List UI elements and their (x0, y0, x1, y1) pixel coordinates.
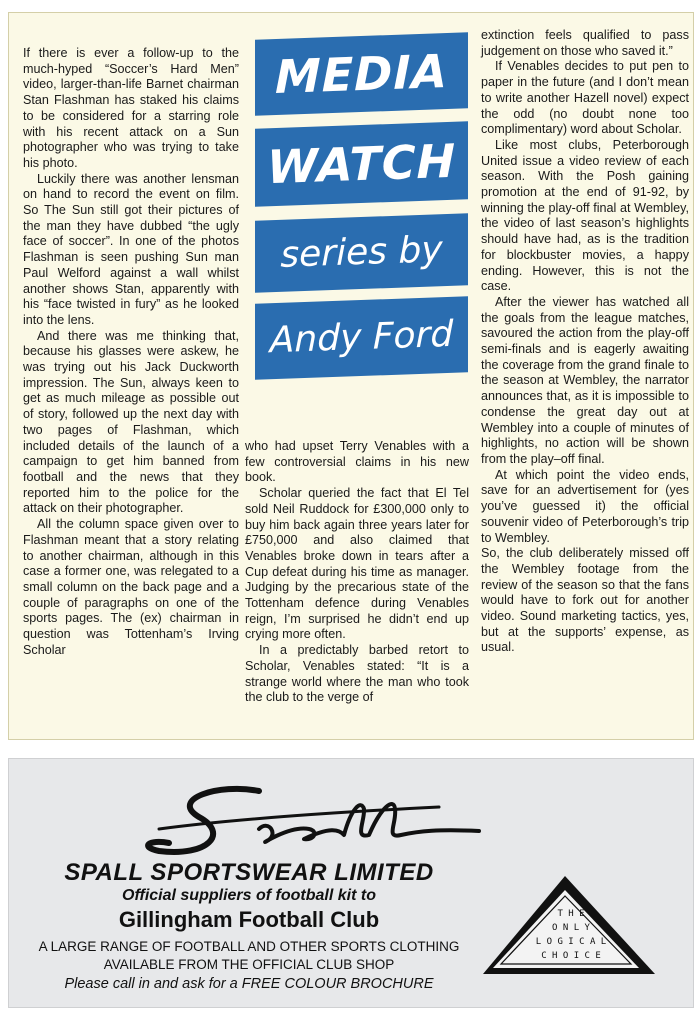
spall-advertisement (8, 758, 694, 1008)
banner-author: Andy Ford (255, 296, 468, 379)
paragraph: If there is ever a follow-up to the much-hyped “Soccer’s Hard Men” video, larger-than-life Barnet chairman Stan Flashman has staked his claims to be considered for a starring role with his recent attack on a Sun photographer who was trying to take his photo. (23, 46, 239, 170)
ad-range-line-1: A LARGE RANGE OF FOOTBALL AND OTHER SPORTS CLOTHING (38, 939, 460, 954)
article-column-1 (23, 46, 239, 658)
paragraph: Scholar queried the fact that El Tel sold Neil Ruddock for £300,000 only to buy him back again three years later for £750,000 and also claimed that Venables broke down in tears after a Cup defeat during his time as manager. Judging by the precarious state of the Tottenham defence during Venables reign, I’m surprised he didn’t end up crying more often. (245, 486, 469, 642)
paragraph: If Venables decides to put pen to paper in the future (and I don’t mean to write another Hazell novel) expect the odd (no doubt none too complimentary) word about Scholar. (481, 59, 689, 137)
triangle-line-1: T H E (557, 909, 585, 919)
spall-signature-logo (139, 769, 539, 869)
paragraph: In a predictably barbed retort to Scholar, Venables stated: “It is a strange world where the man who took the club to the verge of (245, 643, 469, 705)
triangle-line-2: O N L Y (552, 923, 590, 933)
paragraph: who had upset Terry Venables with a few controversial claims in his new book. (245, 439, 469, 485)
ad-call-to-action: Please call in and ask for a FREE COLOUR BROCHURE (64, 976, 434, 992)
paragraph: Like most clubs, Peterborough United issue a video review of each season. With the Posh gaining promotion at the end of 91-92, by winning the play-off final at Wembley, the video of last season’s highlights should have had, as is the tradition for blockbuster movies, a happy ending. However, this is not the case. (481, 137, 689, 294)
paragraph: extinction feels qualified to pass judgement on those who saved it.” (481, 28, 689, 58)
ad-subtitle: Official suppliers of football kit to (122, 887, 376, 904)
article-column-3 (481, 28, 689, 656)
paragraph: At which point the video ends, save for an advertisement for (yes you’ve guessed it) the official souvenir video of Peterborough’s trip to Wembley. (481, 467, 689, 545)
triangle-line-4: C H O I C E (541, 951, 601, 961)
triangle-line-3: L O G I C A L (535, 937, 607, 947)
banner-media: MEDIA (255, 32, 468, 115)
paragraph: And there was me thinking that, because his glasses were askew, he was trying out his Jack Duckworth impression. The Sun, always keen to get as much mileage as possible out of story, followed up the next day with two pages of Flashman, which included details of the launch of a campaign to get him banned from football and the news that they reported him to the police for the attack on their photographer. (23, 328, 239, 516)
only-logical-choice-triangle (479, 874, 659, 979)
paragraph: After the viewer has watched all the goals from the league matches, savoured the action from the play-off semi-finals and is eagerly awaiting the coverage from the grand finale to the season at Wembley, the narrator announces that, as it is impossible to condense the great day out at Wembley into a couple of minutes of highlights, no action will be shown from the play–off final. (481, 294, 689, 466)
article-column-2 (245, 439, 469, 706)
paragraph: All the column space given over to Flashman meant that a story relating to another chairman, although in this case a former one, was relegated to a small column on the back page and a couple of paragraphs on one of the sports pages. The (ex) chairman in question was Tottenham’s Irving Scholar (23, 517, 239, 657)
banner-series-by: series by (255, 213, 468, 292)
ad-range-line-2: AVAILABLE FROM THE OFFICIAL CLUB SHOP (103, 957, 395, 972)
banner-watch: WATCH (255, 121, 468, 206)
ad-company-name: SPALL SPORTSWEAR LIMITED (64, 859, 434, 886)
paragraph: So, the club deliberately missed off the Wembley footage from the review of the season so that the fans would have to fork out for another video. Sound marketing tactics, yes, but at the supports’ expense, as usual. (481, 546, 689, 655)
paragraph: Luckily there was another lensman on hand to record the event on film. So The Sun still got their pictures of the man they have dubbed “the ugly face of soccer”. In one of the photos Flashman is seen pushing Sun man Paul Welford against a wall whilst another shows Stan, apparently with his “face twisted in fury” as he looked into the lens. (23, 171, 239, 327)
ad-club-name: Gillingham Football Club (118, 907, 380, 932)
media-watch-article (8, 12, 694, 740)
